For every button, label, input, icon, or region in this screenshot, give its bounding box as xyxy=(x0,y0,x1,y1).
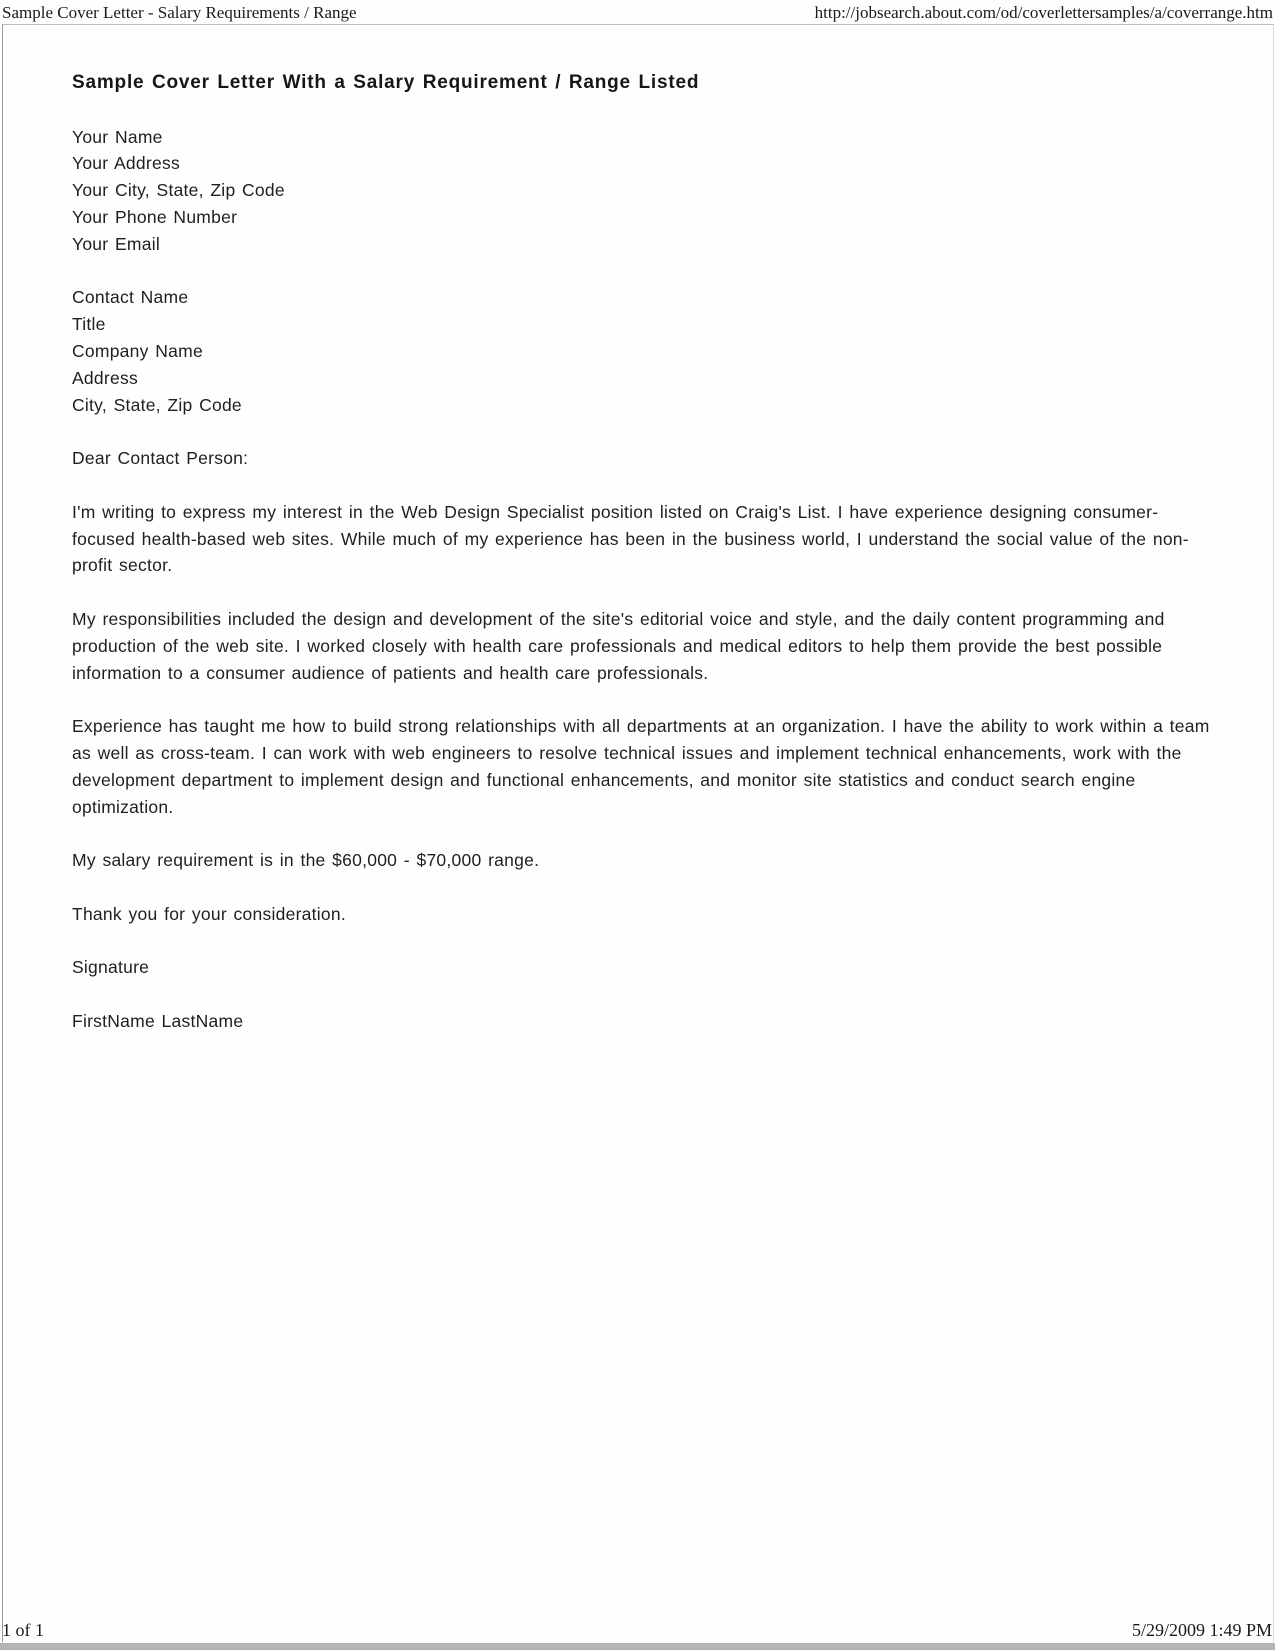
footer-page-number: 1 of 1 xyxy=(2,1620,44,1640)
sender-email: Your Email xyxy=(72,233,160,254)
print-header-title: Sample Cover Letter - Salary Requirements / Range xyxy=(2,3,357,22)
recipient-address-block xyxy=(72,284,1212,418)
sender-address-block xyxy=(72,124,1212,258)
cover-letter xyxy=(72,70,1212,1061)
print-footer xyxy=(0,1615,1275,1643)
salutation: Dear Contact Person: xyxy=(72,448,249,469)
bottom-scroll-strip xyxy=(0,1643,1275,1650)
print-header-url: http://jobsearch.about.com/od/coverlettersamples/a/coverrange.htm xyxy=(814,3,1273,22)
recipient-address: Address xyxy=(72,367,138,388)
paragraph-salary-requirement: My salary requirement is in the $60,000 - $70,000 range. xyxy=(72,850,540,871)
sender-city-state-zip: Your City, State, Zip Code xyxy=(72,180,285,201)
footer-datetime: 5/29/2009 1:49 PM xyxy=(1131,1620,1272,1640)
letter-heading: Sample Cover Letter With a Salary Requirement / Range Listed xyxy=(72,72,700,93)
sender-phone: Your Phone Number xyxy=(72,206,238,227)
recipient-city-state-zip: City, State, Zip Code xyxy=(72,394,242,415)
sender-address: Your Address xyxy=(72,153,180,174)
signature-label: Signature xyxy=(72,957,150,978)
paragraph-responsibilities: My responsibilities included the design and development of the site's editorial voice and style, and the daily content programming and production of the web site. I worked closely with health care professionals and medical editors to help them provide the best possible information to a consumer audience of patients and health care professionals. xyxy=(72,608,1165,683)
recipient-company: Company Name xyxy=(72,340,203,361)
paragraph-intro: I'm writing to express my interest in the Web Design Specialist position listed on Craig's List. I have experience designing consumer-focused health-based web sites. While much of my experience has been in the business world, I understand the social value of the non-profit sector. xyxy=(72,501,1189,576)
print-header xyxy=(0,0,1275,24)
closing-line: Thank you for your consideration. xyxy=(72,903,346,924)
signed-name: FirstName LastName xyxy=(72,1010,244,1031)
recipient-name: Contact Name xyxy=(72,287,189,308)
sender-name: Your Name xyxy=(72,126,163,147)
recipient-title: Title xyxy=(72,314,106,335)
paragraph-experience: Experience has taught me how to build strong relationships with all departments at an organization. I have the ability to work within a team as well as cross-team. I can work with web engineers to resolve technical issues and implement technical enhancements, work with the development department to implement design and functional enhancements, and monitor site statistics and conduct search engine optimization. xyxy=(72,716,1210,817)
